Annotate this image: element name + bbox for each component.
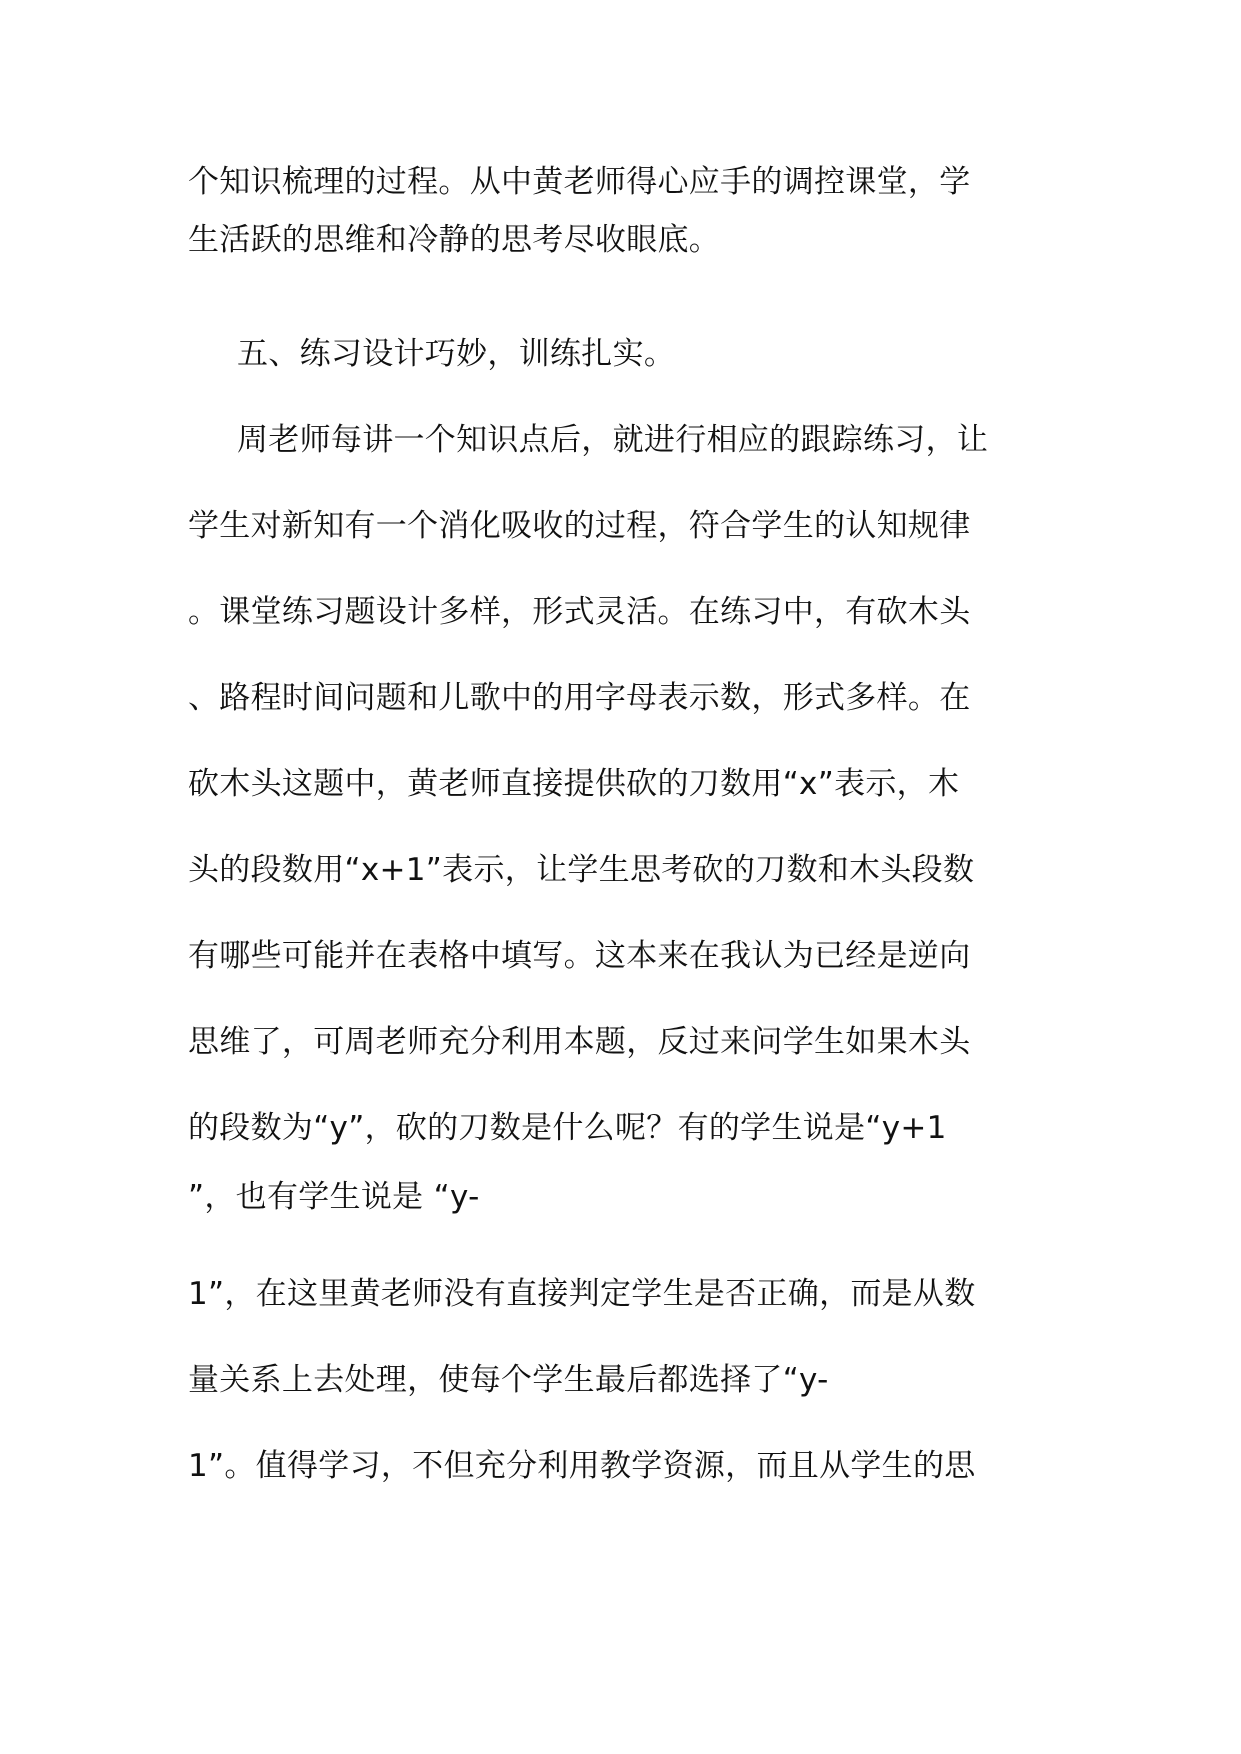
- text-line: 生活跃的思维和冷静的思考尽收眼底。: [188, 222, 721, 258]
- text-line: 1”，在这里黄老师没有直接判定学生是否正确，而是从数: [188, 1276, 976, 1312]
- text-line: 的段数为“y”，砍的刀数是什么呢？有的学生说是“y+1: [188, 1110, 947, 1146]
- text-line: 头的段数用“x+1”表示，让学生思考砍的刀数和木头段数: [188, 852, 975, 888]
- paragraph-first-line: 周老师每讲一个知识点后，就进行相应的跟踪练习，让: [237, 422, 989, 458]
- text-line: ”，也有学生说是 “y-: [188, 1179, 480, 1215]
- text-line: 有哪些可能并在表格中填写。这本来在我认为已经是逆向: [188, 938, 971, 974]
- text-line: 。课堂练习题设计多样，形式灵活。在练习中，有砍木头: [188, 594, 971, 630]
- text-line: 个知识梳理的过程。从中黄老师得心应手的调控课堂，学: [188, 164, 971, 200]
- text-line: 、路程时间问题和儿歌中的用字母表示数，形式多样。在: [188, 680, 971, 716]
- text-line: 1”。值得学习，不但充分利用教学资源，而且从学生的思: [188, 1448, 976, 1484]
- text-line: 砍木头这题中，黄老师直接提供砍的刀数用“x”表示，木: [188, 766, 960, 802]
- text-line: 思维了，可周老师充分利用本题，反过来问学生如果木头: [188, 1024, 971, 1060]
- text-line: 量关系上去处理，使每个学生最后都选择了“y-: [188, 1362, 829, 1398]
- section-heading: 五、练习设计巧妙，训练扎实。: [237, 336, 676, 372]
- text-line: 学生对新知有一个消化吸收的过程，符合学生的认知规律: [188, 508, 971, 544]
